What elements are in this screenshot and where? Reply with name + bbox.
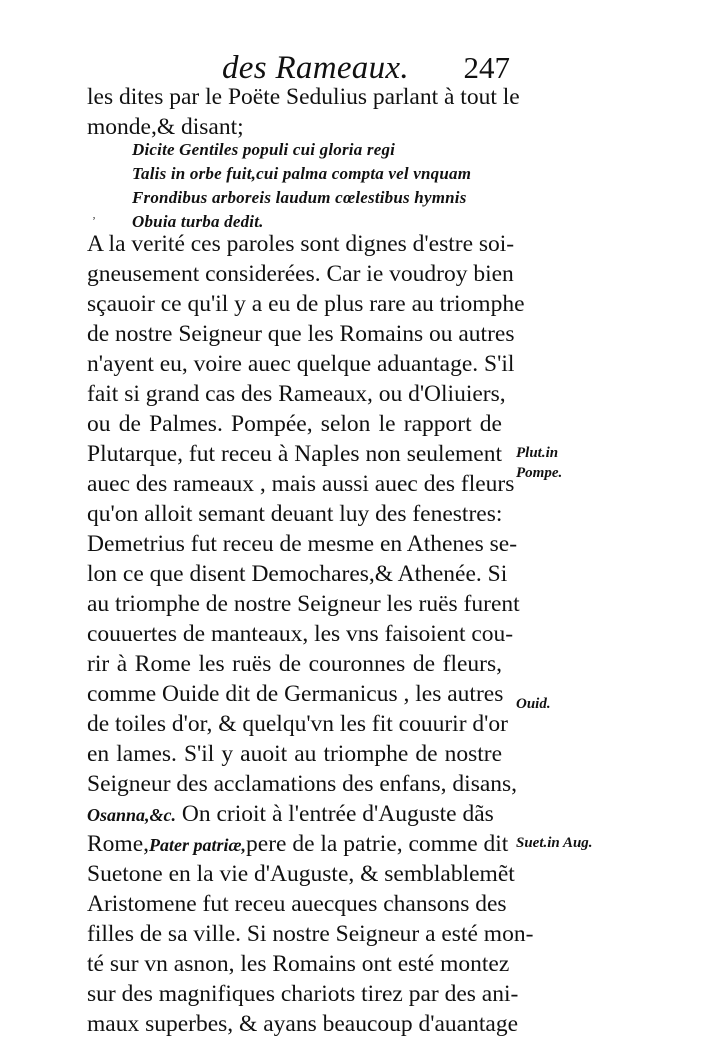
text-line	[87, 829, 509, 860]
text-line: couuertes de manteaux, les vns faisoient cou-	[87, 621, 514, 647]
text-line: comme Ouide dit de Germanicus , les autres	[87, 681, 504, 707]
text-line: fait si grand cas des Rameaux, ou d'Oliuiers,	[87, 381, 506, 407]
text-line: rir à Rome les ruës de couronnes de fleurs,	[87, 651, 502, 677]
text-line: A la verité ces paroles sont dignes d'estre soi-	[87, 231, 515, 257]
text-line: gneusement considerées. Car ie voudroy bien	[87, 261, 514, 287]
margin-mark: ʼ	[92, 214, 96, 228]
text-line: auec des rameaux , mais aussi auec des fleurs	[87, 471, 515, 497]
text-span: pere de la patrie, comme dit	[246, 831, 509, 857]
text-line: sur des magnifiques chariots tirez par des ani-	[87, 981, 519, 1007]
margin-note-suetone: Suet.in Aug.	[516, 835, 593, 851]
italic-phrase: Pater patriæ,	[149, 835, 247, 855]
text-line: au triomphe de nostre Seigneur les ruës furent	[87, 591, 520, 617]
margin-note-ouid: Ouid.	[516, 696, 551, 712]
margin-note-pompe: Pompe.	[516, 465, 563, 481]
text-line: Demetrius fut receu de mesme en Athenes se-	[87, 531, 518, 557]
verse-line: Obuia turba dedit.	[132, 212, 264, 231]
text-line: té sur vn asnon, les Romains ont esté montez	[87, 951, 510, 977]
text-line: de toiles d'or, & quelqu'vn les fit couurir d'or	[87, 711, 508, 737]
text-line: lon ce que disent Demochares,& Athenée. Si	[87, 561, 508, 587]
text-line: de nostre Seigneur que les Romains ou autres	[87, 321, 515, 347]
text-line: monde,& disant;	[87, 114, 244, 140]
page-number: 247	[463, 50, 510, 85]
text-span: Rome,	[87, 831, 150, 857]
text-line: Seigneur des acclamations des enfans, disans,	[87, 771, 518, 797]
margin-note-plutarch: Plut.in	[516, 445, 559, 461]
text-line: les dites par le Poëte Sedulius parlant à tout le	[87, 84, 520, 110]
text-line: filles de sa ville. Si nostre Seigneur a esté mon-	[87, 921, 534, 947]
verse-line: Talis in orbe fuit,cui palma compta vel vnquam	[132, 164, 472, 183]
running-title: des Rameaux.	[222, 50, 409, 86]
text-line: qu'on alloit semant deuant luy des fenestres:	[87, 501, 503, 527]
text-line: ou de Palmes. Pompée, selon le rapport de	[87, 411, 502, 437]
text-line: Aristomene fut receu auecques chansons des	[87, 891, 507, 917]
verse-line: Dicite Gentiles populi cui gloria regi	[132, 140, 396, 159]
text-line: en lames. S'il y auoit au triomphe de nostre	[87, 741, 502, 767]
text-line: sçauoir ce qu'il y a eu de plus rare au triomphe	[87, 291, 525, 317]
text-line	[87, 799, 502, 830]
text-line: Suetone en la vie d'Auguste, & semblablemẽt	[87, 861, 515, 887]
text-line: n'ayent eu, voire auec quelque aduantage. S'il	[87, 351, 515, 377]
text-line: Plutarque, fut receu à Naples non seulement	[87, 441, 502, 467]
text-line: maux superbes, & ayans beaucoup d'auantage	[87, 1011, 518, 1037]
verse-line: Frondibus arboreis laudum cœlestibus hymnis	[132, 188, 467, 207]
italic-phrase: Osanna,&c.	[87, 805, 177, 825]
text-span: On crioit à l'entrée d'Auguste dãs	[176, 801, 494, 827]
